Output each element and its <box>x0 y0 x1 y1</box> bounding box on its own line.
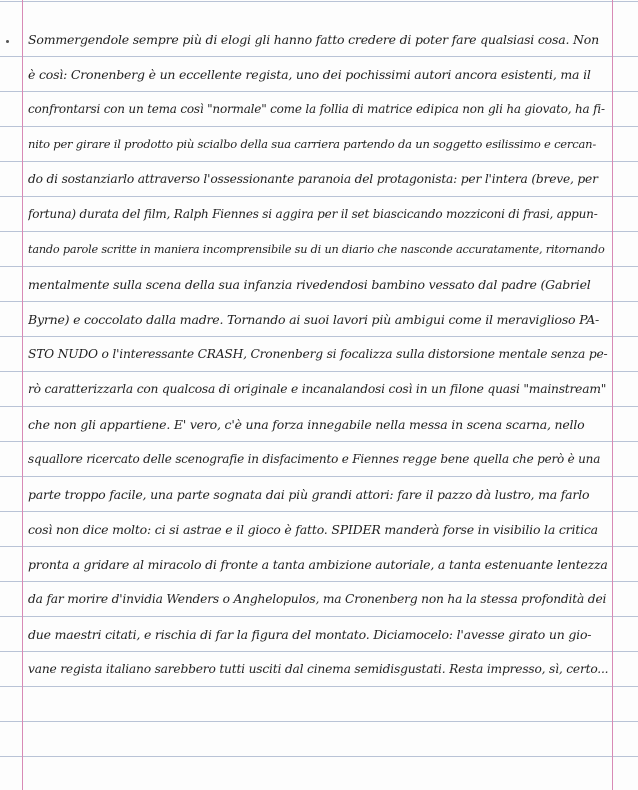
text-line: tando parole scritte in maniera incomprensibile su di un diario che nasconde accuratamente, ritornando <box>28 243 605 256</box>
right-margin-line <box>612 0 613 790</box>
text-line: pronta a gridare al miracolo di fronte a tanta ambizione autoriale, a tanta estenuante lentezza <box>28 557 608 572</box>
text-line: due maestri citati, e rischia di far la figura del montato. Diciamocelo: l'avesse girato un gio- <box>28 627 592 642</box>
text-line: rò caratterizzarla con qualcosa di originale e incanalandosi così in un filone quasi "mainstream" <box>28 382 607 396</box>
text-line: fortuna) durata del film, Ralph Fiennes si aggira per il set biascicando mozziconi di frasi, appun- <box>28 207 598 221</box>
text-line: Sommergendole sempre più di elogi gli hanno fatto credere di poter fare qualsiasi cosa. Non <box>28 32 599 47</box>
text-line: do di sostanziarlo attraverso l'ossessionante paranoia del protagonista: per l'intera (breve, per <box>28 172 598 186</box>
text-line: così non dice molto: ci si astrae e il gioco è fatto. SPIDER manderà forse in visibilio la critica <box>28 522 598 537</box>
text-line: STO NUDO o l'interessante CRASH, Cronenberg si focalizza sulla distorsione mentale senza pe- <box>28 347 608 361</box>
text-line: vane regista italiano sarebbero tutti usciti dal cinema semidisgustati. Resta impresso, sì, certo... <box>28 662 608 676</box>
text-line: Byrne) e coccolato dalla madre. Tornando ai suoi lavori più ambigui come il meraviglioso PA- <box>28 312 600 327</box>
text-line: da far morire d'invidia Wenders o Anghelopulos, ma Cronenberg non ha la stessa profondità dei <box>28 592 607 606</box>
text-line: è così: Cronenberg è un eccellente regista, uno dei pochissimi autori ancora esistenti, ma il <box>28 67 591 82</box>
text-line: parte troppo facile, una parte sognata dai più grandi attori: fare il pazzo dà lustro, ma farlo <box>28 487 590 502</box>
text-line: nito per girare il prodotto più scialbo della sua carriera partendo da un soggetto esilissimo e cercan- <box>28 137 597 151</box>
text-line: confrontarsi con un tema così "normale" come la follia di matrice edipica non gli ha giovato, ha fi- <box>28 102 605 116</box>
text-line: che non gli appartiene. E' vero, c'è una forza innegabile nella messa in scena scarna, nello <box>28 417 585 432</box>
punch-dot <box>6 40 9 43</box>
text-line: squallore ricercato delle scenografie in disfacimento e Fiennes regge bene quella che però è una <box>28 452 601 466</box>
handwritten-text <box>28 22 608 687</box>
left-margin-line <box>22 0 23 790</box>
text-line: mentalmente sulla scena della sua infanzia rivedendosi bambino vessato dal padre (Gabriel <box>28 277 591 292</box>
